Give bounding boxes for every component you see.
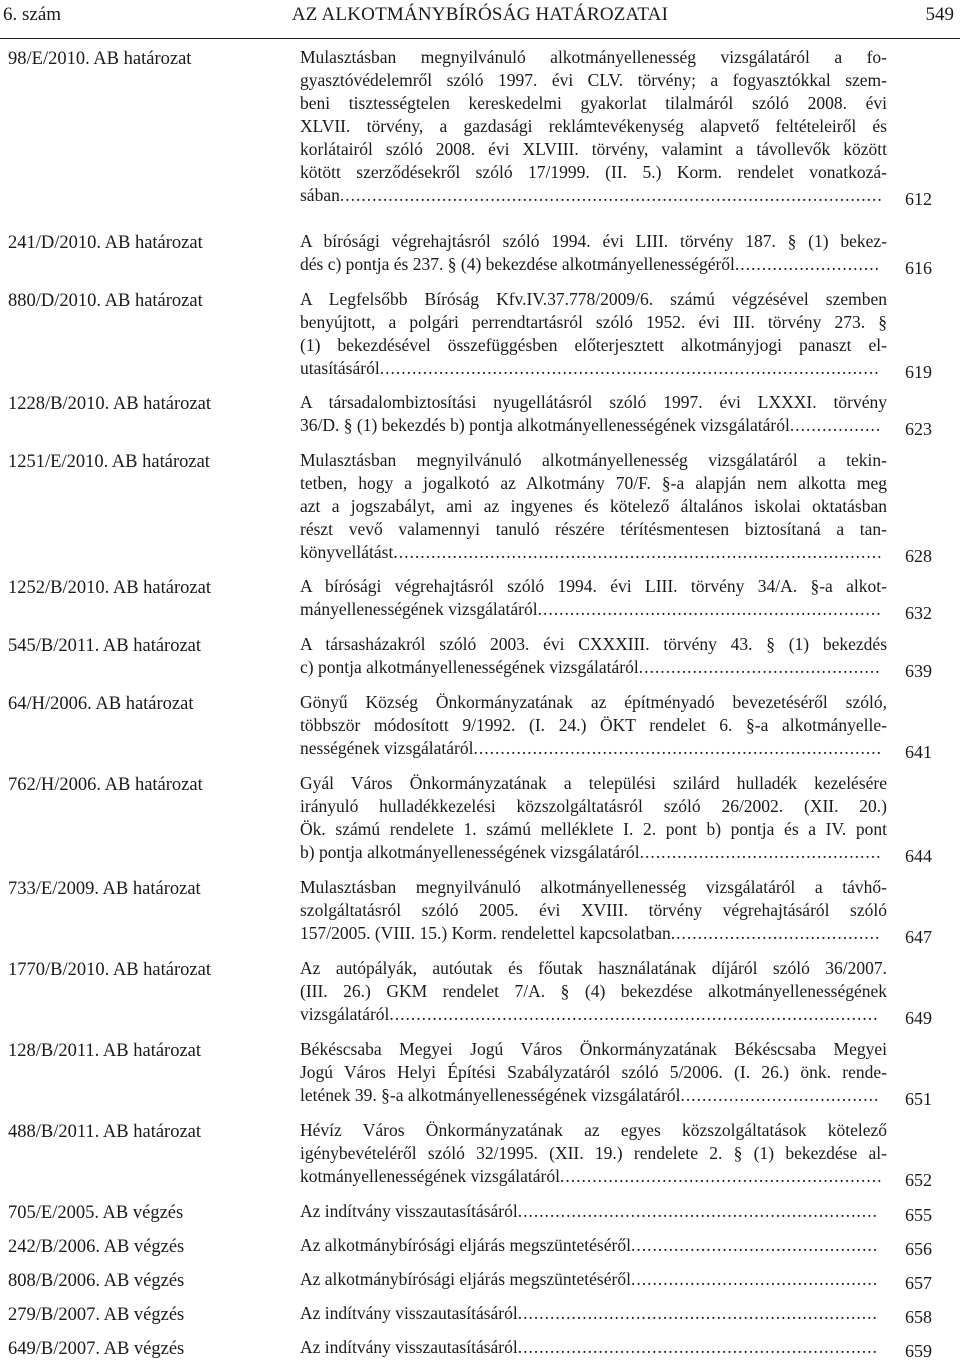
toc-page-number: 632 [905, 603, 932, 623]
description-line: XLVII. törvény, a gazdasági reklámtevékenység alapvető feltételeiről és [300, 116, 887, 136]
decision-description [300, 449, 887, 564]
decision-reference: 1251/E/2010. AB határozat [8, 452, 210, 472]
toc-page-number: 649 [905, 1008, 932, 1028]
publication-title: AZ ALKOTMÁNYBÍRÓSÁG HATÁROZATAI [291, 4, 669, 25]
toc-page-number: 639 [905, 661, 932, 681]
description-line: Gönyű Község Önkormányzatának az építményadó bevezetéséről szóló, [300, 692, 887, 712]
toc-page-number: 647 [905, 927, 932, 947]
description-line: Mulasztásban megnyilvánuló alkotmányellenesség vizsgálatáról a tekin- [300, 450, 887, 470]
description-line: Az indítvány visszautasításáról................................................................... [300, 1201, 878, 1221]
description-line: Mulasztásban megnyilvánuló alkotmányellenesség vizsgálatáról a fo- [300, 47, 887, 67]
decision-description [300, 575, 887, 621]
decision-reference: 128/B/2011. AB határozat [8, 1041, 202, 1061]
page-number: 549 [925, 4, 954, 25]
dot-leader: ................................................................... [517, 1337, 878, 1357]
description-line: Az alkotmánybírósági eljárás megszüntetéséről.............................................. [300, 1235, 879, 1255]
description-line: A bírósági végrehajtásról szóló 1994. évi LIII. törvény 34/A. §-a alkot- [300, 576, 887, 596]
decision-description [300, 288, 887, 380]
decision-reference: 1252/B/2010. AB határozat [8, 578, 211, 598]
toc-page-number: 659 [905, 1341, 932, 1361]
dot-leader: .............................................. [630, 1235, 879, 1255]
description-line: kotmányellenességének vizsgálatáról............................................................ [300, 1166, 883, 1186]
toc-page-number: 652 [905, 1170, 932, 1190]
decision-description [300, 230, 887, 276]
toc-page-number: 656 [905, 1239, 932, 1259]
dot-leader: ........................................................................................... [389, 1004, 879, 1024]
description-line: igénybevételéről szóló 32/1995. (XII. 19.) rendelete 2. § (1) bekezdése al- [300, 1143, 887, 1163]
decision-description [300, 391, 887, 437]
description-line: részt vevő valamennyi tanuló részére térítésmentesen biztosítaná a tan- [300, 519, 887, 539]
dot-leader: ............................................................................................. [379, 358, 880, 378]
decision-description [300, 633, 887, 679]
description-line: benyújtott, a polgári perrendtartásról szóló 1952. évi III. törvény 273. § [300, 312, 887, 332]
description-line: tetben, hogy a jogalkotó az Alkotmány 70/F. §-a alapján nem alkotta meg [300, 473, 887, 493]
description-line: vizsgálatáról........................................................................................... [300, 1004, 879, 1024]
description-line: (1) bekezdésével összefüggésben előterjesztett alkotmányjogi panaszt el- [300, 335, 887, 355]
decision-reference: 242/B/2006. AB végzés [8, 1237, 185, 1257]
description-line: könyvellátást........................................................................................... [300, 542, 883, 562]
dot-leader: ................. [789, 415, 882, 435]
description-line: A Legfelsőbb Bíróság Kfv.IV.37.778/2009/6. számú végzésével szemben [300, 289, 887, 309]
description-line: 36/D. § (1) bekezdés b) pontja alkotmányellenességének vizsgálatáról................. [300, 415, 882, 435]
dot-leader: ..................................................................................................... [339, 185, 883, 205]
description-line: A társadalombiztosítási nyugellátásról szóló 1997. évi LXXXI. törvény [300, 392, 887, 412]
description-line: Ök. számú rendelete 1. számú melléklete I. 2. pont b) pontja és a IV. pont [300, 819, 887, 839]
decision-description [300, 691, 887, 760]
toc-page-number: 623 [905, 419, 932, 439]
dot-leader: ............................................. [639, 842, 882, 862]
description-line: mányellenességének vizsgálatáról................................................................ [300, 599, 882, 619]
toc-page-number: 616 [905, 258, 932, 278]
dot-leader: .............................................. [630, 1269, 879, 1289]
description-line: irányuló hulladékkezelési közszolgáltatásról szóló 26/2002. (XII. 20.) [300, 796, 887, 816]
description-line: b) pontja alkotmányellenességének vizsgálatáról............................................. [300, 842, 882, 862]
description-line: A bírósági végrehajtásról szóló 1994. évi LIII. törvény 187. § (1) bekez- [300, 231, 887, 251]
decision-reference: 808/B/2006. AB végzés [8, 1271, 185, 1291]
decision-reference: 241/D/2010. AB határozat [8, 233, 203, 253]
decision-reference: 649/B/2007. AB végzés [8, 1339, 185, 1359]
page-header [0, 0, 960, 30]
description-line: szolgáltatásról szóló 2005. évi XVIII. törvény végrehajtásáról szóló [300, 900, 887, 920]
description-line: sában..................................................................................................... [300, 185, 883, 205]
description-line: c) pontja alkotmányellenességének vizsgálatáról............................................. [300, 657, 881, 677]
header-rule [0, 38, 960, 39]
description-line: (III. 26.) GKM rendelet 7/A. § (4) bekezdése alkotmányellenességének [300, 981, 887, 1001]
decision-reference: 279/B/2007. AB végzés [8, 1305, 185, 1325]
toc-page-number: 641 [905, 742, 932, 762]
dot-leader: ................................................................ [537, 599, 882, 619]
decision-description [300, 772, 887, 864]
dot-leader: ........................... [734, 254, 881, 274]
description-line: Az autópályák, autóutak és főutak használatának díjáról szóló 36/2007. [300, 958, 887, 978]
decision-description [300, 1268, 887, 1291]
toc-page-number: 644 [905, 846, 932, 866]
decision-description [300, 1234, 887, 1257]
decision-description [300, 876, 887, 945]
description-line: Az alkotmánybírósági eljárás megszüntetéséről.............................................. [300, 1269, 879, 1289]
description-line: Békéscsaba Megyei Jogú Város Önkormányzatának Békéscsaba Megyei [300, 1039, 887, 1059]
toc-page-number: 612 [905, 189, 932, 209]
description-line: Hévíz Város Önkormányzatának az egyes közszolgáltatások kötelező [300, 1120, 887, 1140]
description-line: utasításáról............................................................................................. [300, 358, 880, 378]
description-line: Jogú Város Helyi Építési Szabályzatáról szóló 5/2006. (I. 26.) önk. rende- [300, 1062, 887, 1082]
toc-page-number: 657 [905, 1273, 932, 1293]
description-line: többször módosított 9/1992. (I. 24.) ÖKT rendelet 6. §-a alkotmányelle- [300, 715, 887, 735]
description-line: Az indítvány visszautasításáról................................................................... [300, 1303, 878, 1323]
dot-leader: ........................................................................................... [393, 542, 883, 562]
decision-reference: 1770/B/2010. AB határozat [8, 960, 211, 980]
decision-description [300, 1038, 887, 1107]
decision-description [300, 1200, 887, 1223]
description-line: Az indítvány visszautasításáról................................................................... [300, 1337, 878, 1357]
toc-page-number: 658 [905, 1307, 932, 1327]
dot-leader: ............................................................................ [473, 738, 882, 758]
decision-description [300, 46, 887, 207]
toc-page-number: 628 [905, 546, 932, 566]
description-line: gyasztóvédelemről szóló 1997. évi CLV. törvény; a fogyasztókkal szem- [300, 70, 887, 90]
description-line: Gyál Város Önkormányzatának a települési szilárd hulladék kezelésére [300, 773, 887, 793]
description-line: letének 39. §-a alkotmányellenességének vizsgálatáról..................................... [300, 1085, 880, 1105]
decision-reference: 762/H/2006. AB határozat [8, 775, 203, 795]
dot-leader: ................................................................... [517, 1201, 878, 1221]
dot-leader: ............................................. [638, 657, 881, 677]
toc-page-number: 655 [905, 1205, 932, 1225]
description-line: kötött szerződésekről szóló 17/1999. (II. 5.) Korm. rendelet vonatkozá- [300, 162, 887, 182]
decision-reference: 64/H/2006. AB határozat [8, 694, 194, 714]
toc-page-number: 619 [905, 362, 932, 382]
decision-reference: 733/E/2009. AB határozat [8, 879, 201, 899]
decision-description [300, 1119, 887, 1188]
description-line: beni tisztességtelen kereskedelmi gyakorlat tilalmáról szóló 2008. évi [300, 93, 887, 113]
description-line: 157/2005. (VIII. 15.) Korm. rendelettel kapcsolatban....................................... [300, 923, 881, 943]
decision-reference: 1228/B/2010. AB határozat [8, 394, 211, 414]
decision-reference: 488/B/2011. AB határozat [8, 1122, 202, 1142]
decision-reference: 98/E/2010. AB határozat [8, 49, 192, 69]
description-line: Mulasztásban megnyilvánuló alkotmányellenesség vizsgálatáról a távhő- [300, 877, 887, 897]
dot-leader: ............................................................ [559, 1166, 883, 1186]
decision-reference: 545/B/2011. AB határozat [8, 636, 202, 656]
decision-reference: 705/E/2005. AB végzés [8, 1203, 184, 1223]
description-line: A társasházakról szóló 2003. évi CXXXIII. törvény 43. § (1) bekezdés [300, 634, 887, 654]
description-line: korlátairól szóló 2008. évi XLVIII. törvény, valamint a távollevők között [300, 139, 887, 159]
description-line: nességének vizsgálatáról............................................................................ [300, 738, 882, 758]
decision-description [300, 957, 887, 1026]
toc-page-number: 651 [905, 1089, 932, 1109]
decision-reference: 880/D/2010. AB határozat [8, 291, 203, 311]
dot-leader: ................................................................... [517, 1303, 878, 1323]
description-line: dés c) pontja és 237. § (4) bekezdése alkotmányellenességéről........................... [300, 254, 881, 274]
decision-description [300, 1302, 887, 1325]
description-line: azt a jogszabályt, ami az ingyenes és kötelező általános iskolai oktatásban [300, 496, 887, 516]
dot-leader: ..................................... [680, 1085, 880, 1105]
issue-number: 6. szám [3, 4, 62, 25]
dot-leader: ....................................... [670, 923, 881, 943]
